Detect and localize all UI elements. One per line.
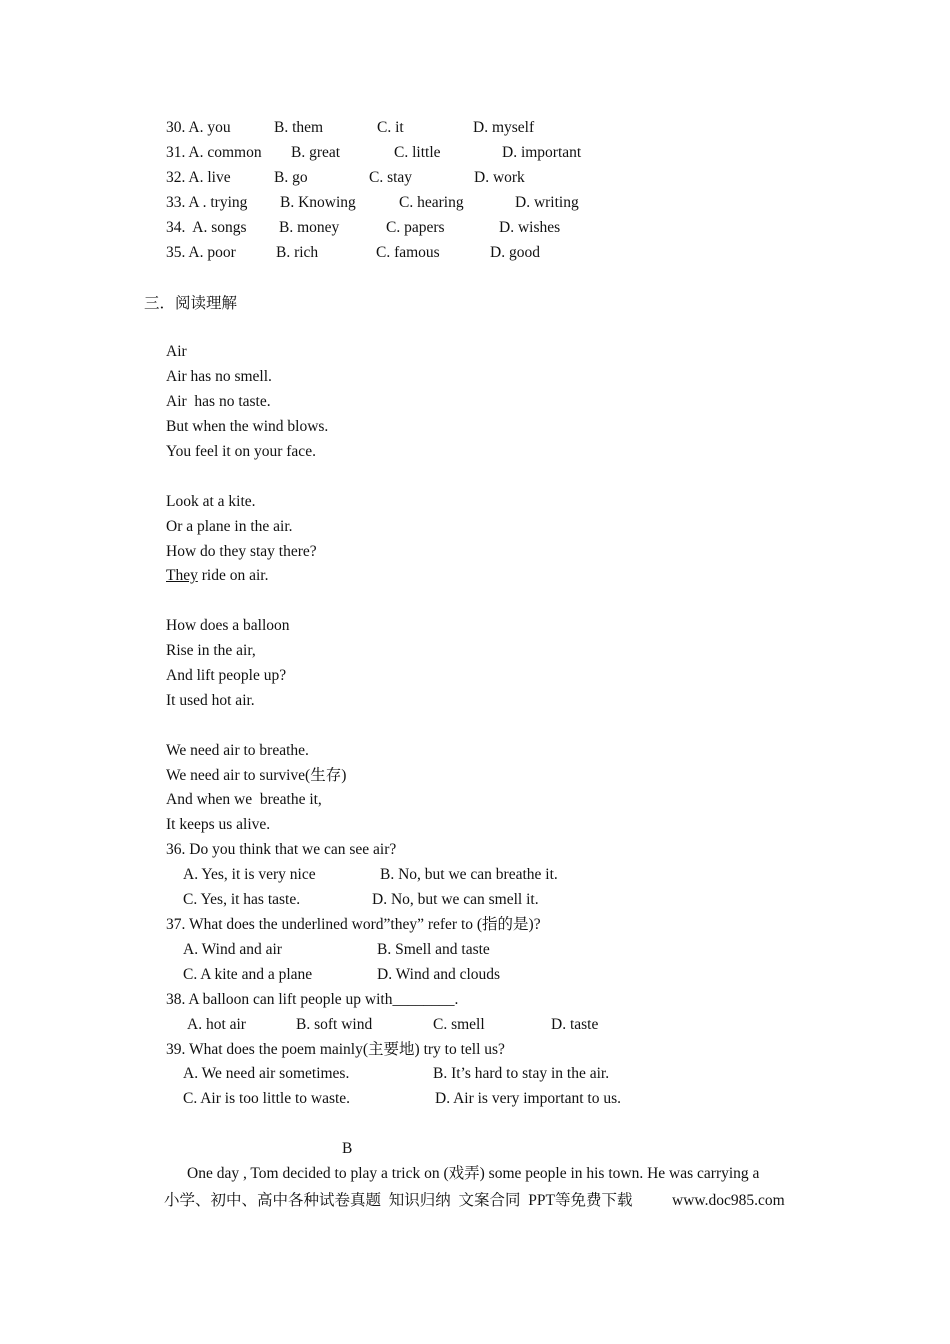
mc-option-b: B. rich: [276, 244, 319, 261]
option-b: B. soft wind: [296, 1016, 373, 1033]
mc-option-d: D. good: [490, 244, 540, 261]
mc-option-d: D. writing: [515, 194, 579, 211]
poem-line: It used hot air.: [166, 692, 255, 709]
footer-url[interactable]: www.doc985.com: [672, 1192, 785, 1209]
poem-line: How do they stay there?: [166, 543, 317, 560]
mc-option-d: D. wishes: [499, 219, 561, 236]
question-stem: 39. What does the poem mainly(主要地) try to tell us?: [166, 1041, 505, 1058]
option-a: A. Wind and air: [183, 941, 282, 958]
mc-option-b: B. money: [279, 219, 340, 236]
option-a: A. Yes, it is very nice: [183, 866, 316, 883]
question-stem: 36. Do you think that we can see air?: [166, 841, 397, 858]
mc-question-option-a: 32. A. live: [166, 169, 231, 186]
poem-line-rest: ride on air.: [197, 567, 269, 584]
mc-option-c: C. hearing: [399, 194, 464, 211]
poem-title: Air: [166, 343, 187, 360]
poem-line: It keeps us alive.: [166, 816, 271, 833]
option-c: C. A kite and a plane: [183, 966, 313, 983]
poem-line: Look at a kite.: [166, 493, 256, 510]
option-c: C. Yes, it has taste.: [183, 891, 301, 908]
option-d: D. Wind and clouds: [377, 966, 501, 983]
section-title: 三．阅读理解: [144, 295, 238, 312]
option-d: D. No, but we can smell it.: [372, 891, 539, 908]
option-b: B. It’s hard to stay in the air.: [433, 1065, 610, 1082]
mc-option-d: D. myself: [473, 119, 535, 136]
option-b: B. No, but we can breathe it.: [380, 866, 558, 883]
option-d: D. Air is very important to us.: [435, 1090, 621, 1107]
footer-text: 小学、初中、高中各种试卷真题 知识归纳 文案合同 PPT等免费下载: [164, 1192, 633, 1209]
mc-option-c: C. stay: [369, 169, 413, 186]
mc-question-option-a: 30. A. you: [166, 119, 231, 136]
mc-question-option-a: 35. A. poor: [166, 244, 236, 261]
poem-line: And when we breathe it,: [166, 791, 322, 808]
poem-line: How does a balloon: [166, 617, 290, 634]
mc-option-b: B. them: [274, 119, 324, 136]
poem-line: And lift people up?: [166, 667, 287, 684]
option-c: C. Air is too little to waste.: [183, 1090, 351, 1107]
poem-line: Air has no taste.: [166, 393, 271, 410]
mc-option-d: D. work: [474, 169, 525, 186]
mc-option-d: D. important: [502, 144, 582, 161]
mc-option-b: B. Knowing: [280, 194, 356, 211]
poem-line: Or a plane in the air.: [166, 518, 293, 535]
underlined-word: They: [166, 567, 198, 584]
poem-line: We need air to survive(生存): [166, 767, 347, 784]
poem-line: We need air to breathe.: [166, 742, 309, 759]
option-a: A. We need air sometimes.: [183, 1065, 350, 1082]
question-stem: 38. A balloon can lift people up with________.: [166, 991, 459, 1008]
mc-question-option-a: 34. A. songs: [166, 219, 247, 236]
option-d: D. taste: [551, 1016, 599, 1033]
question-stem: 37. What does the underlined word”they” refer to (指的是)?: [166, 916, 541, 933]
mc-option-c: C. it: [377, 119, 404, 136]
passage-first-line: One day , Tom decided to play a trick on (戏弄) some people in his town. He was carrying a: [187, 1165, 760, 1182]
poem-line: But when the wind blows.: [166, 418, 329, 435]
poem-line: Air has no smell.: [166, 368, 272, 385]
mc-question-option-a: 31. A. common: [166, 144, 262, 161]
option-c: C. smell: [433, 1016, 485, 1033]
mc-option-b: B. go: [274, 169, 308, 186]
mc-option-c: C. papers: [386, 219, 445, 236]
poem-line: You feel it on your face.: [166, 443, 316, 460]
option-b: B. Smell and taste: [377, 941, 490, 958]
option-a: A. hot air: [187, 1016, 246, 1033]
mc-option-b: B. great: [291, 144, 341, 161]
mc-option-c: C. famous: [376, 244, 440, 261]
poem-line: [166, 566, 268, 586]
mc-option-c: C. little: [394, 144, 441, 161]
poem-line: Rise in the air,: [166, 642, 256, 659]
mc-question-option-a: 33. A . trying: [166, 194, 248, 211]
passage-heading: B: [342, 1140, 353, 1157]
